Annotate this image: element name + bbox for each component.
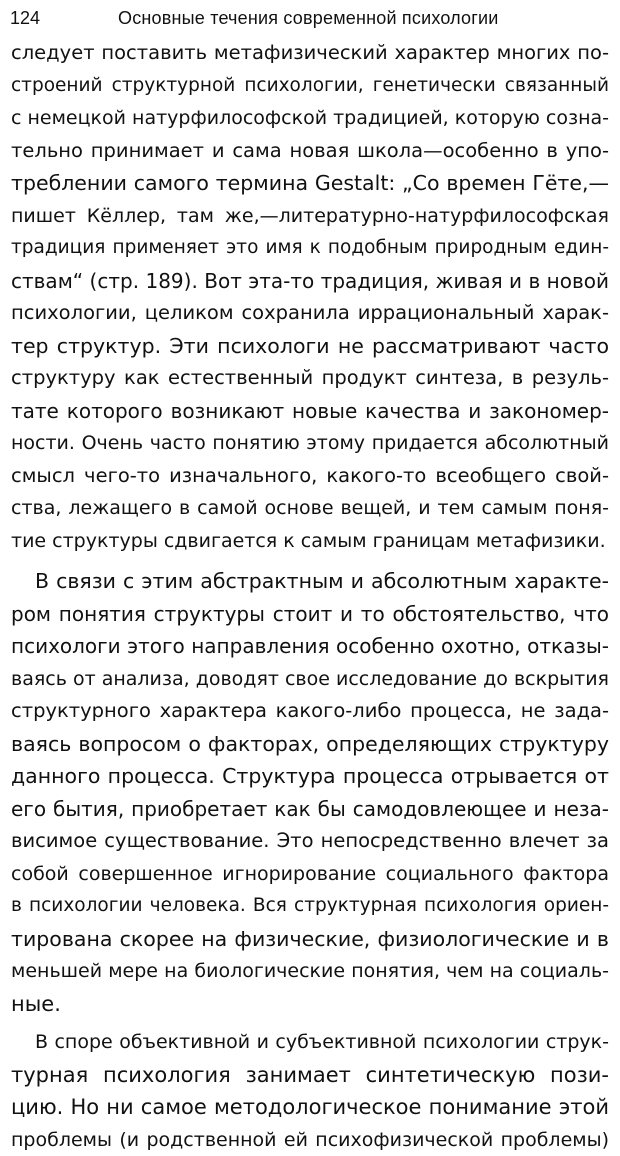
text-line: в психологии человека. Вся структурная психология ориен- (11, 890, 609, 923)
page-header (10, 4, 610, 32)
text-line: проблемы (и родственной ей психофизической проблемы) (11, 1124, 609, 1156)
text-line: психологии, целиком сохранила иррациональный харак- (11, 297, 609, 330)
text-line: В споре объективной и субъективной психологии струк- (11, 1026, 609, 1059)
text-line: собой совершенное игнорирование социального фактора (11, 858, 609, 891)
paragraph-3 (11, 1026, 609, 1156)
text-line: структурного характера какого-либо процесса, не зада- (11, 695, 609, 728)
text-line: с немецкой натурфилософской традицией, которую созна- (11, 102, 609, 135)
text-line: строений структурной психологии, генетически связанный (11, 70, 609, 103)
text-line: ности. Очень часто понятию этому придается абсолютный (11, 427, 609, 460)
text-line: цию. Но ни самое методологическое понимание этой (11, 1091, 609, 1124)
text-line: психологи этого направления особенно охотно, отказы- (11, 630, 609, 663)
text-line: ваясь вопросом о факторах, определяющих структуру (11, 728, 609, 761)
text-line: тельно принимает и сама новая школа—особенно в упо- (11, 135, 609, 168)
text-line: смысл чего-то изначального, какого-то всеобщего свой- (11, 460, 609, 493)
running-title: Основные течения современной психологии (118, 4, 499, 32)
text-line: ром понятия структуры стоит и то обстоятельство, что (11, 598, 609, 631)
text-line: следует поставить метафизический характер многих по- (11, 37, 609, 70)
text-line: пишет Кёллер, там же,—литературно-натурфилософская (11, 200, 609, 233)
text-line: треблении самого термина Gestalt: „Со времен Гёте,— (11, 167, 609, 200)
text-line: тате которого возникают новые качества и закономер- (11, 395, 609, 428)
text-line: ваясь от анализа, доводят свое исследование до вскрытия (11, 663, 609, 696)
paragraph-1 (11, 37, 609, 557)
text-line: структуру как естественный продукт синтеза, в резуль- (11, 362, 609, 395)
text-line: тирована скорее на физические, физиологические и в (11, 923, 609, 956)
body-text (11, 37, 609, 1156)
text-line: традиция применяет это имя к подобным природным един- (11, 232, 609, 265)
text-line: ства, лежащего в самой основе вещей, и тем самым поня- (11, 492, 609, 525)
text-line: тер структур. Эти психологи не рассматривают часто (11, 330, 609, 363)
text-line: данного процесса. Структура процесса отрывается от (11, 760, 609, 793)
text-line: меньшей мере на биологические понятия, чем на социаль- (11, 955, 609, 988)
paragraph-2 (11, 565, 609, 1020)
text-line: ствам“ (стр. 189). Вот эта-то традиция, живая и в новой (11, 265, 609, 298)
text-line: турная психология занимает синтетическую пози- (11, 1059, 609, 1092)
text-line: его бытия, приобретает как бы самодовлеющее и неза- (11, 793, 609, 826)
text-line: В связи с этим абстрактным и абсолютным характе- (11, 565, 609, 598)
text-line: ные. (11, 988, 609, 1021)
page-number: 124 (10, 4, 40, 32)
text-line: тие структуры сдвигается к самым границам метафизики. (11, 525, 609, 558)
text-line: висимое существование. Это непосредственно влечет за (11, 825, 609, 858)
